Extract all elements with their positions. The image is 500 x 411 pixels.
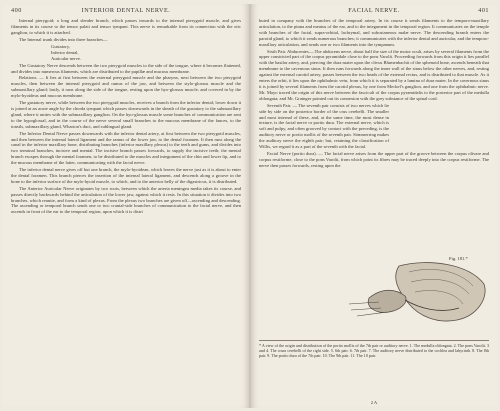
paragraph: The Inferior Dental Nerve passes downwards with the inferior dental artery, at first between the two pterygoid muscles, and then between the internal lateral ligament and the ramus of the lower jaw, to the dental foramen. It then runs along the canal in the inferior maxillary bone, distributing branches (inferior maxillary plexus) to the teeth and gums, and divides into two terminal branches, incisive and mental. The incisive branch passes forwards, to supply the incisive teeth; the mental branch escapes through the mental foramen, to be distributed to the muscles and integument of the chin and lower lip, and to the mucous membrane of the latter, communicating with the facial nerve.: [11, 130, 241, 166]
paragraph: Internal pterygoid; a long and slender branch, which passes inwards to the internal pterygoid muscle, and gives filaments in its course to the tensor palati and tensor tympani. This nerve is remarkable from its connection with the otic ganglion, to which it is attached.: [11, 18, 241, 35]
paragraph: Seventh Pair. — The seventh pair consists of two nerves which lie side by side on the posterior border of the crus cerebelli. The smaller and most internal of these, and, at the same time, the most dense in texture, is the facial nerve or portio dura. The external nerve, which is soft and pulpy, and often grooved by contact with the preceding, is the auditory nerve or portio mollis of the seventh pair. Sömmerring makes the auditory nerve the eighth pair; but, retaining the classification of Willis, we regard it as a part of the seventh with the facial.: [259, 102, 389, 150]
left-page-body: [11, 18, 241, 216]
paragraph: The Gustatory Nerve descends between the two pterygoid muscles to the side of the tongue, where it becomes flattened, and divides into numerous filaments, which are distributed to the papillæ and mucous membrane.: [11, 62, 241, 74]
right-page-number: 401: [478, 7, 489, 14]
signature-mark: 2 A: [370, 400, 378, 405]
paragraph: buted in company with the branches of the temporal artery. In its course it sends filaments to the temporo-maxillary articulation, to the pinna and meatus of the ear, and to the integument in the temporal region. It communicates on the temple with branches of the facial, supra-orbital, lachrymal, and subcutaneous malæ nerve. The descending branch enters the parotid gland, to which it sends numerous branches; it communicates with the inferior dental and auricular, and the temporo-maxillary articulation, and sends one or two filaments into the tympanum.: [259, 18, 489, 47]
paragraph: Relations. — It lies at first between the external pterygoid muscle and the pharynx, next between the two pterygoid muscles, then between the internal pterygoid and ramus of the jaw, and between the stylo-glossus muscle and the submaxillary gland; lastly, it runs along the side of the tongue, resting upon the hyo-glossus muscle, and covered in by the mylo-hyoideus and mucous membrane.: [11, 75, 241, 99]
left-running-header: [11, 7, 241, 17]
left-page: [3, 4, 249, 408]
right-page-body: [259, 18, 489, 170]
paragraph: Facial Nerve (portio dura). — The facial nerve arises from the upper part of the groove between the corpus olivare and corpus restiforme, close to the pons Varolii, from which point its fibres may be traced deeply into the corpus restiforme. The nerve then passes forwards, resting upon the: [259, 150, 489, 168]
paragraph: The gustatory nerve, while between the two pterygoid muscles, receives a branch from the inferior dental; lower down it is joined at an acute angle by the chorda tympani which passes downwards in the sheath of the gustatory to the submaxillary gland, where it unites with the submaxillary ganglion. On the hyo-glossus muscle some branches of communication are sent to the hypoglossal, and in the course of the nerve several small branches to the mucous membrane of the fauces, to the tonsils, submaxillary gland, Wharton's duct, and sublingual gland.: [11, 100, 241, 129]
paragraph: The Anterior Auricular Nerve originates by two roots, between which the arteria meningea media takes its course, and passes directly backwards behind the articulation of the lower jaw, against which it rests. In this situation it divides into two branches, which reunite, and form a kind of plexus. From the plexus two branches are given off—ascending and descending. The ascending or temporal branch sends one or two cranial-side branches of communication to the facial nerve, and then ascends in front of the ear to the temporal region, upon which it is distri: [11, 185, 241, 215]
right-running-header: [259, 7, 489, 17]
left-page-title: INTERIOR DENTAL NERVE.: [81, 7, 171, 14]
brain-nerve-illustration: [339, 258, 489, 328]
paragraph: Sixth Pair. Abducentes.—The abducens nerve, about half the size of the motor oculi, arises by several filaments from the upper constricted part of the corpus pyramidale close to the pons Varolii. Proceeding forwards from this origin it lies parallel with the basilar artery, and, piercing the dura mater upon the clivus Blumenbachii of the sphenoid bone, ascends beneath that membrane to the cavernous sinus. It then runs forwards along the inner wall of the sinus below the other nerves, and, resting against the external carotid artery, passes between the two heads of the external rectus, and is distributed to that muscle. As it enters the orbit, it lies upon the ophthalmic vein, from which it is separated by a lamina of dura mater. In the cavernous sinus it is joined by several filaments from the carotid plexus, by one from Meckel's ganglion, and one from the ophthalmic nerve. Mr. Mayo traced the origin of this nerve between the fasciculi of the corpus pyramidalis to the posterior part of the medulla oblongata; and Mr. Grainger pointed out its connexion with the grey substance of the spinal cord.: [259, 48, 489, 101]
figure-caption: Fig. 181.*: [449, 256, 468, 261]
branch-list: [51, 44, 241, 62]
right-page: [251, 4, 497, 408]
right-page-title: FACIAL NERVE.: [348, 7, 400, 14]
left-page-number: 400: [11, 7, 22, 14]
list-item: Gustatory,: [51, 43, 70, 49]
paragraph: The inferior dental nerve gives off but one branch, the mylo-hyoidean, which leaves the nerve just as it is about to enter the dental foramen. This branch pierces the insertion of the internal lateral ligament, and descends along a groove in the bone to the inferior surface of the mylo-hyoid muscle, to which, and to the anterior belly of the digastricus, it is distributed.: [11, 167, 241, 184]
list-item: Auricular nerve.: [51, 55, 82, 61]
footnote: * A view of the origin and distribution of the portio mollis of the 7th pair or auditory nerve. 1. The medulla oblongata. 2. The pons Varolii. 3 and 4. The crura cerebelli of the right side. 5. 6th pair. 6. 7th pair. 7. The auditory nerve distributed to the cochlea and labyrinth. 8. The 8th pair. 9. The portio dura of the 7th pair. 10. The 9th pair. 11. The 10 pair.: [259, 340, 489, 359]
paragraph: The Internal trunk divides into three branches—: [19, 36, 108, 42]
list-item: Inferior dental,: [51, 49, 79, 55]
